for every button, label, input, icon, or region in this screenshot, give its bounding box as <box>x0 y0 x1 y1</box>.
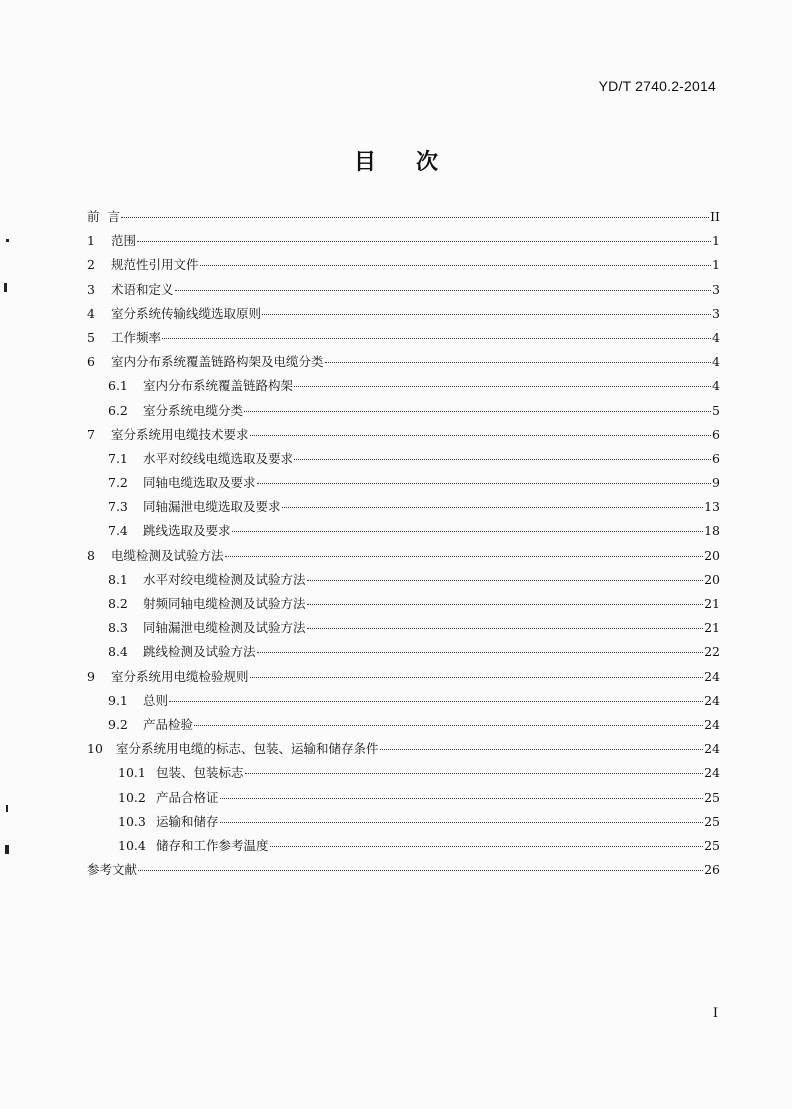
toc-entry-number: 8.3 <box>108 620 128 636</box>
dot-leader <box>307 579 704 581</box>
toc-entry-page: 9 <box>712 475 720 491</box>
toc-entry-label: 室内分布系统覆盖链路构架 <box>143 378 294 394</box>
dot-leader <box>325 361 711 363</box>
toc-entry[interactable] <box>87 568 720 592</box>
toc-entry-number: 6.1 <box>108 378 128 394</box>
dot-leader <box>380 748 704 750</box>
toc-entry[interactable] <box>87 810 720 834</box>
toc-entry-number: 6 <box>87 354 95 370</box>
toc-entry-page: 3 <box>712 281 720 297</box>
toc-entry-page: 20 <box>704 571 720 587</box>
toc-entry-page: 24 <box>704 765 720 781</box>
dot-leader <box>169 700 703 702</box>
toc-entry-label: 同轴漏泄电缆选取及要求 <box>143 499 281 515</box>
toc-entry[interactable] <box>87 302 720 326</box>
toc-entry-label: 室内分布系统覆盖链路构架及电缆分类 <box>111 354 324 370</box>
toc-entry-label: 范围 <box>111 233 137 249</box>
dot-leader <box>232 530 704 532</box>
toc-entry-number: 1 <box>87 233 95 249</box>
toc-entry-number: 8.2 <box>108 596 128 611</box>
toc-entry[interactable] <box>87 834 720 858</box>
toc-entry-number: 7.2 <box>108 475 128 491</box>
toc-entry-label: 产品检验 <box>143 716 194 732</box>
toc-entry-page: 4 <box>712 329 720 345</box>
toc-entry-number: 9.2 <box>108 716 128 732</box>
page-title <box>0 145 792 176</box>
toc-entry-page: 21 <box>704 620 720 636</box>
scan-mark <box>4 283 7 292</box>
dot-leader <box>294 385 711 387</box>
toc-entry-label: 水平对绞线电缆选取及要求 <box>143 450 294 466</box>
toc-entry-page: 4 <box>712 354 720 370</box>
dot-leader <box>244 410 711 412</box>
toc-entry-number: 6.2 <box>108 402 128 418</box>
dot-leader <box>307 627 704 629</box>
dot-leader <box>307 603 704 605</box>
toc-entry[interactable] <box>87 689 720 713</box>
document-code: YD/T 2740.2-2014 <box>598 78 716 94</box>
toc-entry-page: 3 <box>712 305 720 321</box>
toc-entry-label: 规范性引用文件 <box>111 257 199 273</box>
toc-entry[interactable] <box>87 229 720 253</box>
dot-leader <box>270 845 704 847</box>
dot-leader <box>294 458 711 460</box>
toc-entry-page: 24 <box>704 741 720 757</box>
page-number: I <box>712 1006 718 1021</box>
toc-entry-number: 8.1 <box>108 571 128 587</box>
toc-entry[interactable] <box>87 519 720 543</box>
toc-entry-page: 20 <box>704 547 720 563</box>
toc-entry[interactable] <box>87 205 720 229</box>
toc-entry-page: 26 <box>704 862 720 878</box>
toc-entry-number: 7 <box>87 426 95 442</box>
toc-entry-label: 跳线选取及要求 <box>143 523 231 539</box>
toc-entry[interactable] <box>87 616 720 640</box>
toc-entry-label: 同轴漏泄电缆检测及试验方法 <box>143 620 306 636</box>
toc-entry-label: 术语和定义 <box>111 281 174 297</box>
toc-entry[interactable] <box>87 640 720 664</box>
toc-entry[interactable] <box>87 423 720 447</box>
toc-entry-label: 跳线检测及试验方法 <box>143 644 256 660</box>
toc-entry[interactable] <box>87 592 720 616</box>
scan-mark <box>6 805 8 812</box>
dot-leader <box>262 313 711 315</box>
toc-entry-number: 10.1 <box>118 765 146 781</box>
scan-mark <box>6 239 9 242</box>
dot-leader <box>250 676 704 678</box>
toc-entry-page: 13 <box>704 499 720 515</box>
dot-leader <box>162 337 711 339</box>
scan-mark <box>5 845 9 854</box>
toc-entry[interactable] <box>87 495 720 519</box>
toc-entry-page: 24 <box>704 668 720 684</box>
toc-entry-label: 水平对绞电缆检测及试验方法 <box>143 571 306 587</box>
toc-entry[interactable] <box>87 786 720 810</box>
toc-entry-number: 7.3 <box>108 499 128 515</box>
dot-leader <box>138 869 703 871</box>
toc-entry-page: 25 <box>704 813 720 829</box>
toc-entry-page: 21 <box>704 596 720 611</box>
toc-entry[interactable] <box>87 471 720 495</box>
dot-leader <box>245 772 704 774</box>
toc-entry-page: II <box>710 209 720 224</box>
toc-entry-label: 工作频率 <box>111 329 162 345</box>
toc-entry-label: 产品合格证 <box>156 789 219 805</box>
dot-leader <box>282 506 704 508</box>
table-of-contents <box>87 205 720 882</box>
toc-entry-label: 室分系统用电缆技术要求 <box>111 426 249 442</box>
toc-entry-label: 电缆检测及试验方法 <box>111 547 224 563</box>
toc-entry-label: 射频同轴电缆检测及试验方法 <box>143 596 306 611</box>
toc-entry[interactable] <box>87 374 720 398</box>
toc-entry-page: 24 <box>704 692 720 708</box>
toc-entry-page: 18 <box>704 523 720 539</box>
toc-entry-page: 1 <box>712 233 720 249</box>
toc-entry[interactable] <box>87 713 720 737</box>
toc-entry-page: 25 <box>704 789 720 805</box>
toc-entry-page: 5 <box>712 402 720 418</box>
toc-entry-label: 室分系统传输线缆选取原则 <box>111 305 262 321</box>
toc-entry-page: 4 <box>712 378 720 394</box>
toc-entry-number: 10.4 <box>118 837 146 853</box>
toc-entry[interactable] <box>87 253 720 277</box>
toc-entry[interactable] <box>87 761 720 785</box>
toc-entry-number: 2 <box>87 257 95 273</box>
toc-entry-page: 22 <box>704 644 720 660</box>
toc-entry-number: 4 <box>87 305 95 321</box>
toc-entry-page: 1 <box>712 257 720 273</box>
toc-entry-number: 7.1 <box>108 450 128 466</box>
toc-entry-number: 前 言 <box>87 209 120 224</box>
toc-entry[interactable] <box>87 544 720 568</box>
title-char-1: 目 <box>353 150 376 175</box>
toc-entry-page: 6 <box>712 450 720 466</box>
dot-leader <box>175 289 711 291</box>
toc-entry[interactable] <box>87 737 720 761</box>
title-char-2: 次 <box>416 150 439 175</box>
dot-leader <box>257 482 711 484</box>
toc-entry-number: 10.3 <box>118 813 146 829</box>
toc-entry-number: 10.2 <box>118 789 146 805</box>
toc-entry-label: 储存和工作参考温度 <box>156 837 269 853</box>
toc-entry-label: 室分系统用电缆检验规则 <box>111 668 249 684</box>
toc-entry-number: 9.1 <box>108 692 128 708</box>
toc-entry-number: 3 <box>87 281 95 297</box>
toc-entry-number: 9 <box>87 668 95 684</box>
dot-leader <box>194 724 703 726</box>
dot-leader <box>121 216 709 218</box>
toc-entry-label: 总则 <box>143 692 169 708</box>
toc-entry[interactable] <box>87 665 720 689</box>
toc-entry[interactable] <box>87 326 720 350</box>
toc-entry-label: 室分系统电缆分类 <box>143 402 244 418</box>
toc-entry-page: 6 <box>712 426 720 442</box>
dot-leader <box>220 797 704 799</box>
toc-entry-label: 运输和储存 <box>156 813 219 829</box>
toc-entry[interactable] <box>87 858 720 882</box>
toc-entry[interactable] <box>87 278 720 302</box>
dot-leader <box>257 651 704 653</box>
toc-entry-label: 参考文献 <box>87 862 138 878</box>
dot-leader <box>200 264 711 266</box>
dot-leader <box>220 821 704 823</box>
dot-leader <box>250 434 711 436</box>
toc-entry-label: 室分系统用电缆的标志、包装、运输和储存条件 <box>116 741 379 757</box>
toc-entry-number: 7.4 <box>108 523 128 539</box>
toc-entry-number: 8.4 <box>108 644 128 660</box>
toc-entry-label: 包装、包装标志 <box>156 765 244 781</box>
toc-entry-label: 同轴电缆选取及要求 <box>143 475 256 491</box>
toc-entry-page: 24 <box>704 716 720 732</box>
toc-entry[interactable] <box>87 399 720 423</box>
toc-entry-number: 8 <box>87 547 95 563</box>
toc-entry-number: 10 <box>87 741 103 757</box>
toc-entry-page: 25 <box>704 837 720 853</box>
toc-entry[interactable] <box>87 447 720 471</box>
toc-entry-number: 5 <box>87 329 95 345</box>
dot-leader <box>225 555 704 557</box>
dot-leader <box>137 240 711 242</box>
toc-entry[interactable] <box>87 350 720 374</box>
